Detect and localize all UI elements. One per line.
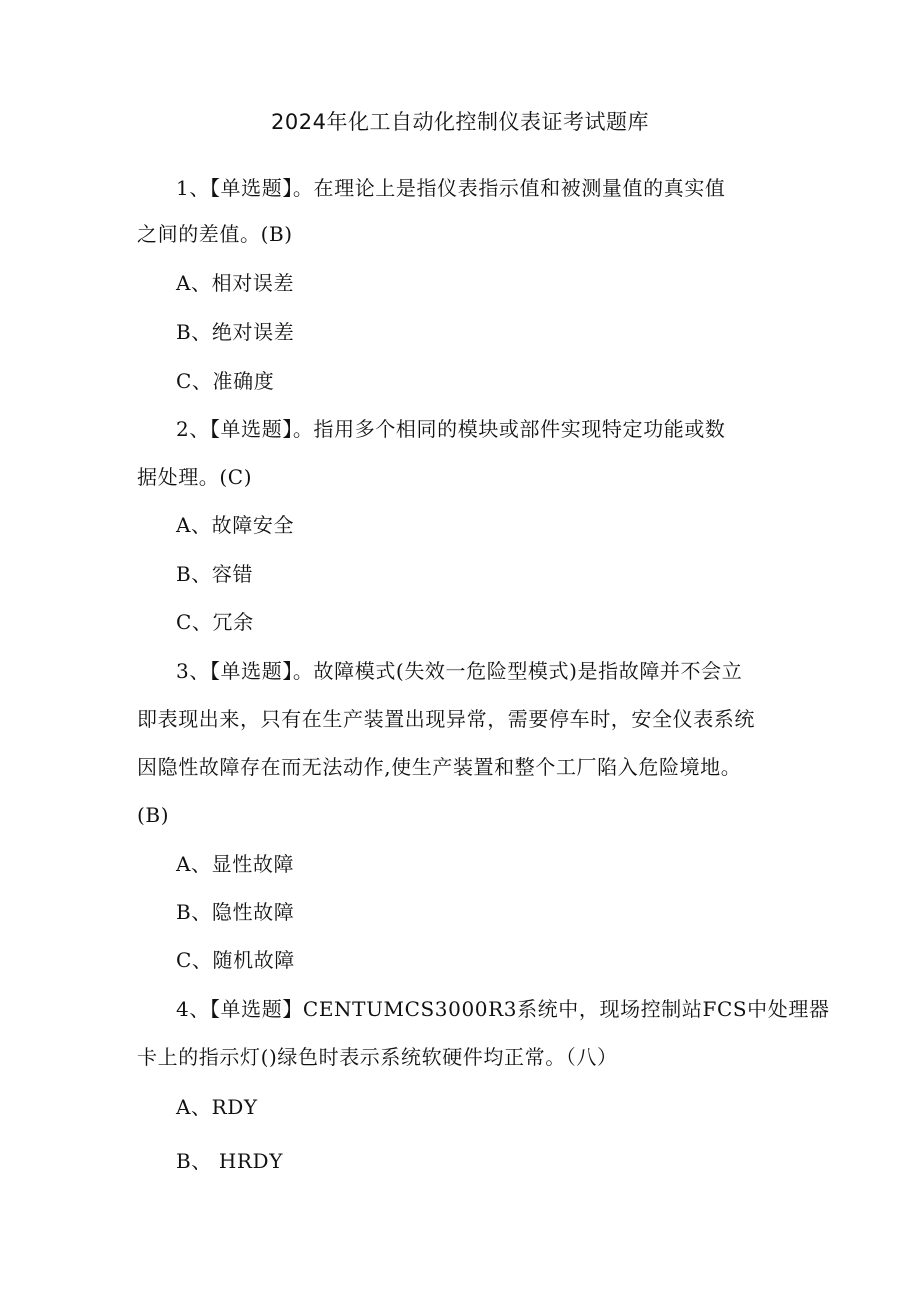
question-2-line-2: 据处理。(C) — [137, 465, 253, 489]
question-1-option-a: A、相对误差 — [176, 271, 295, 295]
question-3-line-3: 因隐性故障存在而无法动作,使生产装置和整个工厂陷入危险境地。 — [137, 755, 742, 779]
question-1-line-1: 1、【单选题】。在理论上是指仪表指示值和被测量值的真实值 — [176, 176, 726, 200]
question-3-option-a: A、显性故障 — [176, 852, 295, 876]
question-4-line-1: 4、【单选题】CENTUMCS3000R3系统中，现场控制站FCS中处理器 — [176, 997, 830, 1021]
question-2-option-b: B、容错 — [176, 562, 254, 586]
question-1-line-2: 之间的差值。(B) — [137, 222, 293, 246]
question-3-option-c: C、随机故障 — [176, 948, 295, 972]
question-4-line-2: 卡上的指示灯()绿色时表示系统软硬件均正常。（八） — [137, 1045, 618, 1069]
question-2-line-1: 2、【单选题】。指用多个相同的模块或部件实现特定功能或数 — [176, 417, 726, 441]
question-3-line-1: 3、【单选题】。故障模式(失效一危险型模式)是指故障并不会立 — [176, 659, 743, 683]
question-3-option-b: B、隐性故障 — [176, 900, 295, 924]
question-3-line-4: (B) — [137, 803, 170, 827]
question-3-line-2: 即表现出来，只有在生产装置出现异常，需要停车时，安全仪表系统 — [137, 707, 755, 731]
question-4-option-a: A、RDY — [176, 1095, 258, 1119]
question-1-option-b: B、绝对误差 — [176, 320, 295, 344]
question-1-option-c: C、准确度 — [176, 369, 275, 393]
document-title: 2024年化工自动化控制仪表证考试题库 — [271, 110, 649, 134]
question-2-option-a: A、故障安全 — [176, 513, 295, 537]
question-2-option-c: C、冗余 — [176, 610, 254, 634]
question-4-option-b: B、 HRDY — [176, 1149, 283, 1173]
